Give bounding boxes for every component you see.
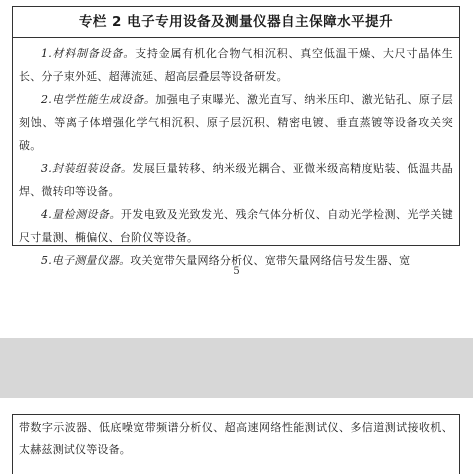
item-text: 加强电子束曝光、激光直写、纳米压印、激光钻孔、原子层刻蚀、等离子体增强化学气相沉积、原子层沉积、精密电镀、垂直蒸镀等设备攻关突破。 [19, 93, 453, 152]
continuation-text: 带数字示波器、低底噪宽带频谱分析仪、超高速网络性能测试仪、多信道测试接收机、太赫兹测试仪等设备。 [19, 421, 453, 456]
list-item-inspection [19, 203, 453, 249]
item-heading: 1.材料制备设备。 [41, 47, 136, 60]
sidebar-box [12, 6, 460, 267]
document-page-6 [0, 398, 473, 462]
item-text: 支持金属有机化合物气相沉积、真空低温干燥、大尺寸晶体生长、分子束外延、超薄流延、超高层叠层等设备研发。 [19, 47, 453, 83]
list-item-electrical [19, 88, 453, 157]
box-title: 专栏 2 电子专用设备及测量仪器自主保障水平提升 [13, 7, 459, 38]
list-item-packaging [19, 157, 453, 203]
page-gap [0, 338, 473, 398]
item-heading: 5.电子测量仪器。 [41, 254, 131, 267]
item-heading: 3.封装组装设备。 [41, 162, 133, 175]
list-item-materials [19, 42, 453, 88]
item-heading: 4.量检测设备。 [41, 208, 121, 221]
item-heading: 2.电学性能生成设备。 [41, 93, 156, 106]
item-text: 发展巨量转移、纳米级光耦合、亚微米级高精度贴装、低温共晶焊、微转印等设备。 [19, 162, 453, 198]
item-text: 攻关宽带矢量网络分析仪、宽带矢量网络信号发生器、宽 [130, 254, 411, 267]
box-body [13, 38, 459, 272]
page-number: 5 [233, 266, 240, 277]
sidebar-box-continued [12, 414, 460, 474]
item-text: 开发电致及光致发光、残余气体分析仪、自动光学检测、光学关键尺寸量测、椭偏仪、台阶仪等设备。 [19, 208, 453, 244]
